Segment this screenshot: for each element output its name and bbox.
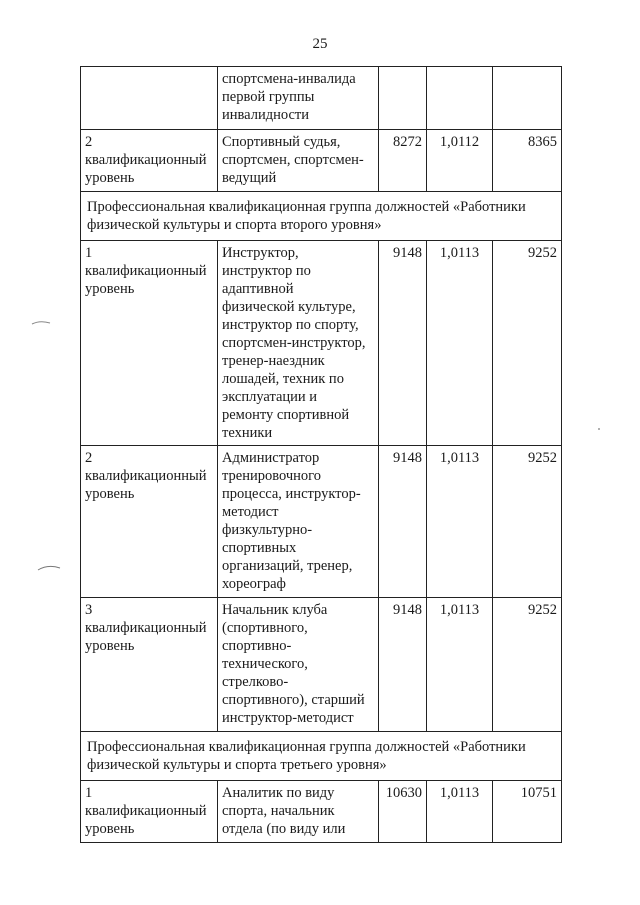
total-cell: 10751 (493, 781, 562, 843)
positions-cell: Спортивный судья, спортсмен, спортсмен- ведущий (218, 130, 379, 192)
level-cell: 2 квалификационный уровень (81, 130, 218, 192)
salary-table (80, 66, 562, 843)
coefficient-cell (427, 67, 493, 130)
positions-cell: Начальник клуба (спортивного, спортивно- технического, стрелково- спортивного), старший инструктор-методист (218, 598, 379, 732)
total-cell: 9252 (493, 241, 562, 446)
table-row (81, 598, 562, 732)
level-cell: 2 квалификационный уровень (81, 446, 218, 598)
level-cell (81, 67, 218, 130)
coefficient-cell: 1,0113 (427, 598, 493, 732)
scan-mark (36, 562, 64, 574)
positions-cell: Администратор тренировочного процесса, инструктор- методист физкультурно- спортивных организаций, тренер, хореограф (218, 446, 379, 598)
page-number: 25 (312, 36, 328, 52)
level-cell: 1 квалификационный уровень (81, 781, 218, 843)
salary-cell: 9148 (379, 598, 427, 732)
salary-cell (379, 67, 427, 130)
salary-cell: 9148 (379, 446, 427, 598)
scan-mark (596, 426, 602, 432)
salary-cell: 9148 (379, 241, 427, 446)
coefficient-cell: 1,0113 (427, 781, 493, 843)
level-cell: 1 квалификационный уровень (81, 241, 218, 446)
group-header-row (81, 732, 562, 781)
table-row (81, 241, 562, 446)
group-header: Профессиональная квалификационная группа должностей «Работники физической культуры и спорта третьего уровня» (81, 732, 562, 781)
total-cell: 9252 (493, 598, 562, 732)
group-header: Профессиональная квалификационная группа должностей «Работники физической культуры и спорта второго уровня» (81, 192, 562, 241)
group-header-row (81, 192, 562, 241)
table-row (81, 130, 562, 192)
positions-cell: Инструктор, инструктор по адаптивной физической культуре, инструктор по спорту, спортсмен-инструктор, тренер-наездник лошадей, техник по эксплуатации и ремонту спортивной техники (218, 241, 379, 446)
level-cell: 3 квалификационный уровень (81, 598, 218, 732)
salary-cell: 10630 (379, 781, 427, 843)
coefficient-cell: 1,0113 (427, 241, 493, 446)
coefficient-cell: 1,0113 (427, 446, 493, 598)
total-cell: 8365 (493, 130, 562, 192)
total-cell: 9252 (493, 446, 562, 598)
positions-cell: Аналитик по виду спорта, начальник отдела (по виду или (218, 781, 379, 843)
table-row (81, 446, 562, 598)
table-row (81, 781, 562, 843)
positions-cell: спортсмена-инвалида первой группы инвалидности (218, 67, 379, 130)
coefficient-cell: 1,0112 (427, 130, 493, 192)
scan-mark (30, 318, 54, 328)
total-cell (493, 67, 562, 130)
table-row (81, 67, 562, 130)
salary-cell: 8272 (379, 130, 427, 192)
